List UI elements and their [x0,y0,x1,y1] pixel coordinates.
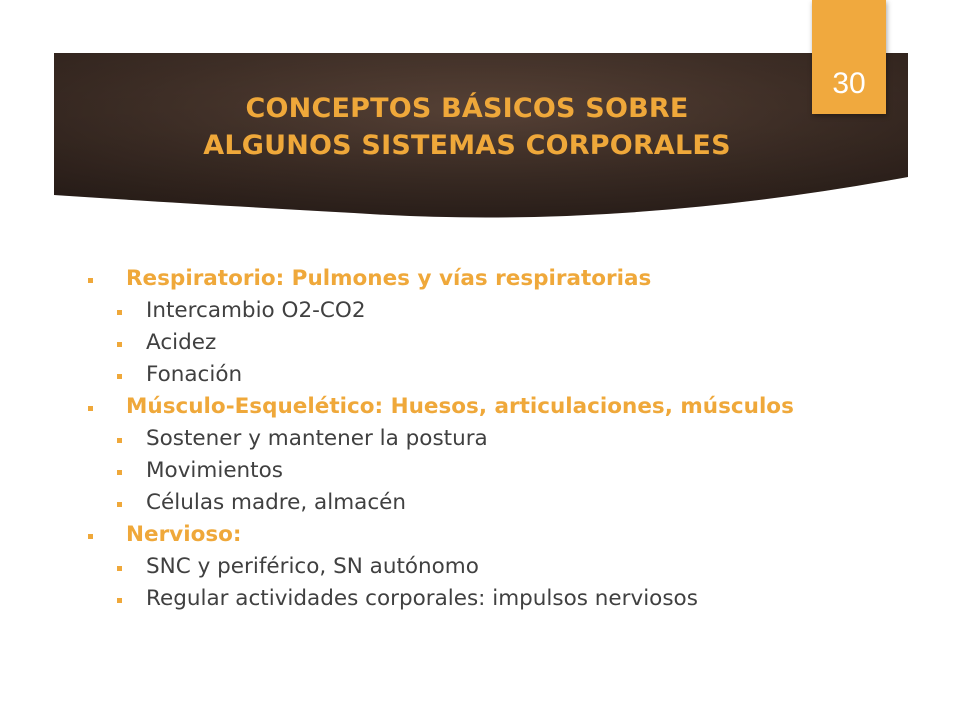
list-item-text: Acidez [146,330,217,355]
list-item-text: Fonación [146,362,243,387]
list-item-text: Movimientos [146,458,283,483]
page-number: 30 [832,67,866,100]
square-bullet-icon [117,502,122,507]
section-heading-musculo-esqueletico: Músculo-Esquelético: Huesos, articulaciones, músculos [126,394,794,419]
bullet-list [0,263,960,615]
square-bullet-icon [117,598,122,603]
square-bullet-icon [117,342,122,347]
slide-title [54,90,880,164]
list-item-heading [0,391,960,423]
list-item [0,551,960,583]
section-heading-respiratorio: Respiratorio: Pulmones y vías respiratorias [126,266,652,291]
page-number-tab [812,0,886,114]
square-bullet-icon [88,534,93,539]
list-item-text: Regular actividades corporales: impulsos nerviosos [146,586,698,611]
square-bullet-icon [117,310,122,315]
square-bullet-icon [117,566,122,571]
list-item [0,423,960,455]
list-item [0,327,960,359]
list-item [0,487,960,519]
list-item [0,359,960,391]
list-item-text: Intercambio O2-CO2 [146,298,366,323]
square-bullet-icon [88,406,93,411]
list-item [0,455,960,487]
slide-title-line-2: ALGUNOS SISTEMAS CORPORALES [203,130,731,161]
list-item-text: Sostener y mantener la postura [146,426,488,451]
list-item-text: SNC y periférico, SN autónomo [146,554,479,579]
square-bullet-icon [88,278,93,283]
list-item [0,583,960,615]
square-bullet-icon [117,374,122,379]
square-bullet-icon [117,438,122,443]
slide-title-line-1: CONCEPTOS BÁSICOS SOBRE [245,93,689,124]
section-heading-nervioso: Nervioso: [126,522,242,547]
square-bullet-icon [117,470,122,475]
list-item-heading [0,263,960,295]
list-item [0,295,960,327]
list-item-text: Células madre, almacén [146,490,406,515]
list-item-heading [0,519,960,551]
